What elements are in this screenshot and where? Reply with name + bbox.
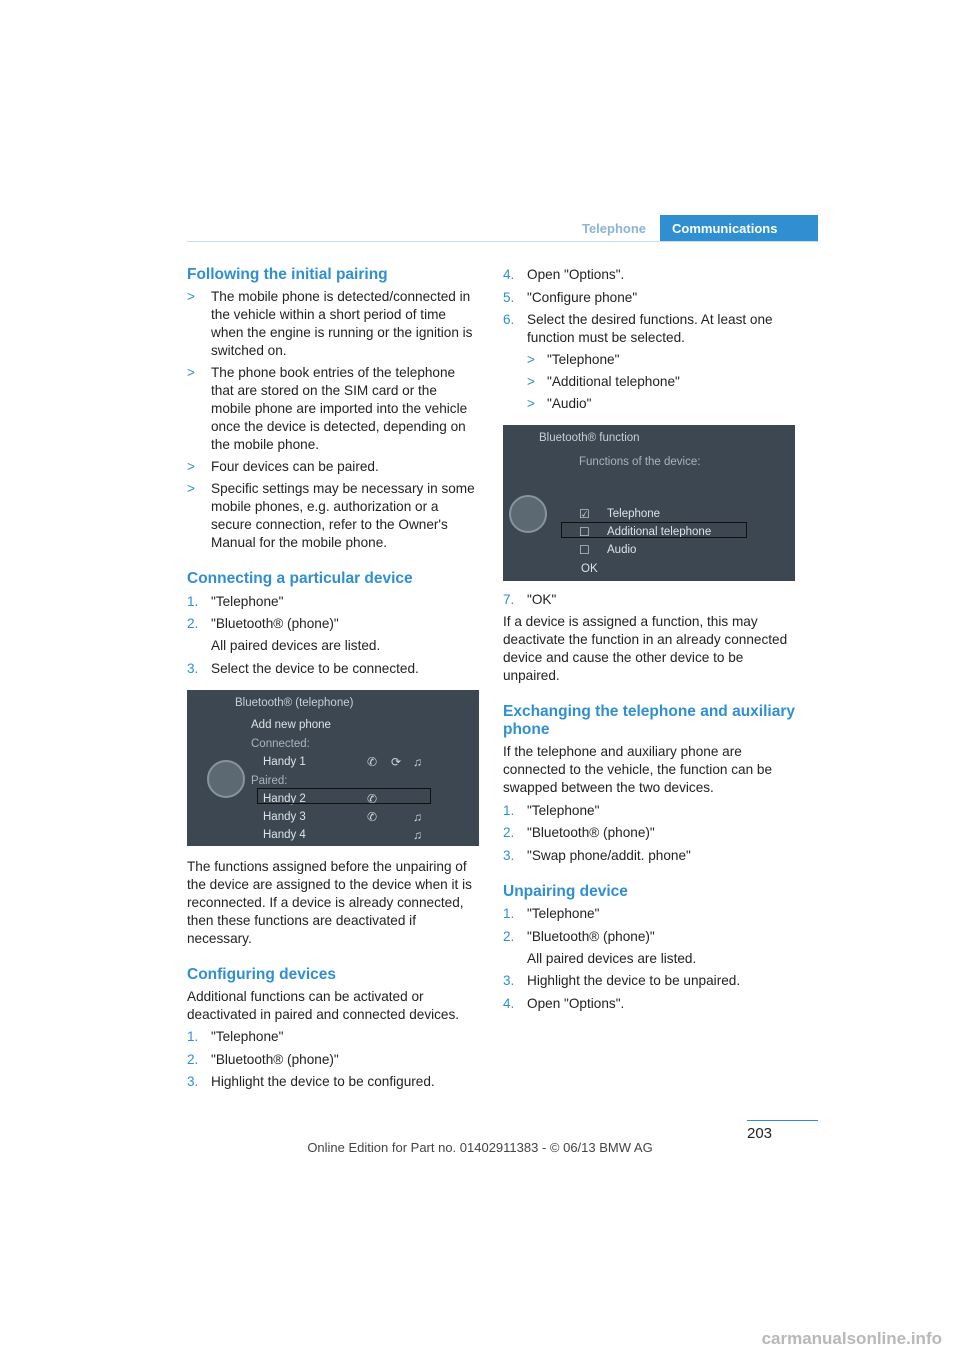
step-note: All paired devices are listed.	[211, 638, 381, 653]
step-item: 6. Select the desired functions. At least one function must be selected.	[503, 312, 773, 345]
screen-row: Handy 3	[263, 810, 306, 823]
screen-title: Bluetooth® (telephone)	[235, 696, 354, 709]
screen-title: Bluetooth® function	[539, 432, 640, 444]
heading-configuring-devices: Configuring devices	[187, 965, 336, 983]
step-item: 1. "Telephone"	[187, 1029, 284, 1044]
sub-bullet: > "Telephone"	[527, 352, 620, 367]
screen-row: Connected:	[251, 737, 310, 750]
checkbox-icon: ☐	[579, 525, 590, 539]
screen-row: Paired:	[251, 774, 288, 787]
sub-bullet: > "Additional telephone"	[527, 374, 680, 389]
checkbox-icon: ☐	[579, 543, 590, 557]
sub-bullet: > "Audio"	[527, 396, 592, 411]
screen-subtitle: Functions of the device:	[579, 456, 701, 468]
phone-icon: ✆	[367, 754, 378, 769]
step-item: 1. "Telephone"	[503, 906, 600, 921]
chapter-tab-communications: Communications	[660, 215, 818, 242]
edition-footer: Online Edition for Part no. 01402911383 - © 06/13 BMW AG	[307, 1140, 653, 1155]
step-item: 3. "Swap phone/addit. phone"	[503, 847, 691, 863]
music-note-icon: ♫	[413, 827, 422, 842]
highlight-box	[257, 788, 431, 804]
heading-exchanging: Exchanging the telephone and auxiliary phone	[503, 703, 795, 738]
step-item: 4. Open "Options".	[503, 995, 625, 1011]
screen-row: Handy 4	[263, 828, 306, 841]
heading-connecting-device: Connecting a particular device	[187, 570, 413, 587]
section-tab-telephone: Telephone	[581, 221, 647, 236]
step-item: 2. "Bluetooth® (phone)"	[187, 1051, 339, 1067]
phone-icon: ✆	[367, 791, 378, 806]
screen-row: Handy 2	[263, 792, 306, 805]
step-item: 7. "OK"	[503, 592, 557, 607]
checkbox-checked-icon: ☑	[579, 507, 590, 521]
controller-knob	[509, 495, 547, 533]
left-column	[187, 266, 479, 1091]
highlight-box	[561, 522, 747, 538]
page-number: 203	[747, 1125, 773, 1142]
screen-row: Additional telephone	[607, 526, 712, 538]
sync-icon: ⟳	[391, 754, 402, 769]
screenshot-bluetooth-telephone	[187, 690, 479, 846]
watermark: carmanualsonline.info	[761, 1329, 942, 1348]
step-item: 3. Highlight the device to be configured.	[187, 1074, 435, 1089]
paragraph: If the telephone and auxiliary phone are connected to the vehicle, the function can be swapped between the two devices.	[503, 744, 773, 795]
step-item: 4. Open "Options".	[503, 267, 625, 282]
step-item: 1. "Telephone"	[187, 593, 284, 609]
screen-row: Handy 1	[263, 755, 306, 768]
bullet-item: > The phone book entries of the telephone that are stored on the SIM card or the mobile phone are imported into the vehicle once the device is detected, depending on the mobile phone.	[187, 365, 468, 452]
music-note-icon: ♫	[413, 809, 422, 824]
heading-initial-pairing: Following the initial pairing	[187, 266, 388, 283]
step-item: 2. "Bluetooth® (phone)"	[187, 616, 339, 631]
paragraph: If a device is assigned a function, this may deactivate the function in an already connected device and cause the other device to be unpaired.	[503, 614, 788, 683]
bullet-item: > The mobile phone is detected/connected in the vehicle within a short period of time when the engine is running or the ignition is switched on.	[187, 289, 473, 358]
screen-row: OK	[581, 563, 598, 575]
page-number-rule	[747, 1120, 818, 1121]
paragraph: Additional functions can be activated or deactivated in paired and connected devices.	[187, 988, 460, 1022]
heading-unpairing: Unpairing device	[503, 882, 628, 900]
screen-row: Audio	[607, 544, 637, 556]
step-item: 1. "Telephone"	[503, 802, 600, 818]
step-item: 2. "Bluetooth® (phone)"	[503, 928, 655, 944]
music-note-icon: ♫	[413, 754, 422, 769]
step-item: 2. "Bluetooth® (phone)"	[503, 825, 655, 840]
right-column	[503, 266, 799, 1013]
screen-row: Add new phone	[251, 718, 331, 731]
bullet-item: > Specific settings may be necessary in some mobile phones, e.g. authorization or a secure connection, refer to the Owner's Manual for the mobile phone.	[187, 481, 475, 550]
step-item: 5. "Configure phone"	[503, 289, 638, 305]
header-rule	[187, 241, 818, 242]
controller-knob	[207, 760, 245, 798]
screenshot-bluetooth-function	[503, 425, 795, 581]
step-item: 3. Highlight the device to be unpaired.	[503, 973, 741, 988]
screen-row: Telephone	[607, 508, 661, 520]
step-item: 3. Select the device to be connected.	[187, 660, 419, 676]
bullet-item: > Four devices can be paired.	[187, 459, 379, 474]
paragraph: The functions assigned before the unpairing of the device are assigned to the device when it is reconnected. If a device is already connected, then these functions are deactivated if necessary.	[187, 858, 472, 946]
phone-icon: ✆	[367, 809, 378, 824]
step-note: All paired devices are listed.	[527, 950, 697, 966]
